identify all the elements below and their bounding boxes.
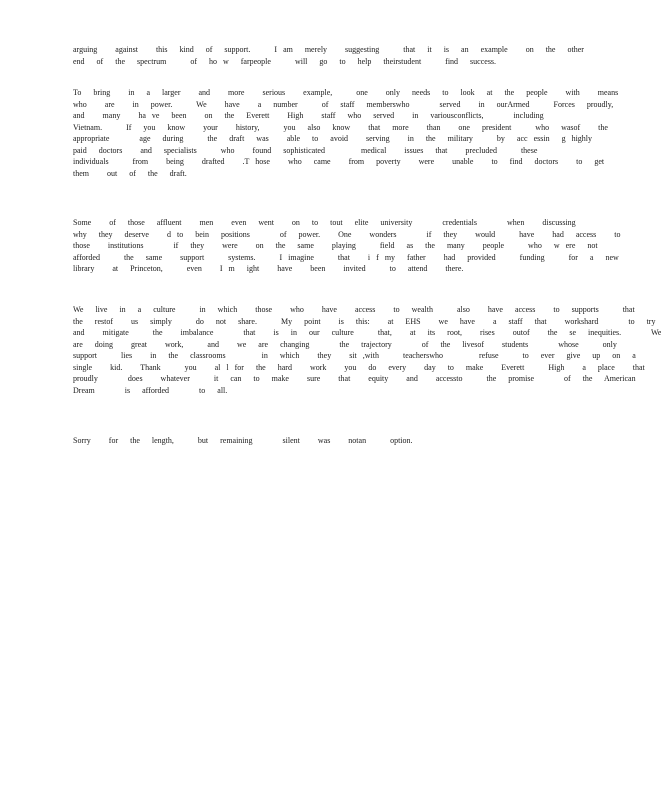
text-line: paid doctors and specialists who found sophisticated medical issues that precluded these [73,145,538,155]
text-line: Dream is afforded to all. [73,385,228,395]
text-line: appropriate age during the draft was able to avoid serving in the military by acc essin g highly [73,134,593,143]
text-line: support lies in the classrooms in which they sit ,with teacherswho refuse to ever give up on a [73,351,636,360]
text-line: are doing great work, and we are changing the trajectory of the livesof students whose only [73,339,617,349]
text-line: afforded the same support systems. I imagine that i f my father had provided funding for a new [73,252,619,262]
text-line: proudly does whatever it can to make sure that equity and accessto the promise of the American [73,374,636,383]
text-line: We live in a culture in which those who have access to wealth also have access to supports that [73,305,635,314]
text-line: To bring in a larger and more serious example, one only needs to look at the people with means [73,88,619,97]
text-line: the restof us simply do not share. My point is this: at EHS we have a staff that workshard to try [73,316,656,326]
text-line: single kid. Thank you al l for the hard work you do every day to make Everett High a place that [73,362,645,372]
text-line: library at Princeton, even I m ight have been invited to attend there. [73,264,464,273]
text-line: end of the spectrum of ho w farpeople will go to help theirstudent find success. [73,56,497,66]
text-line: arguing against this kind of support. I am merely suggesting that it is an example on the other [73,45,584,54]
paragraph-5 [73,435,540,447]
paragraph-1 [73,44,584,67]
text-line: Sorry for the length, but remaining silent was notan option. [73,436,413,445]
text-line: who are in power. We have a number of staff memberswho served in ourArmed Forces proudly, [73,99,614,109]
text-line: Vietnam. If you know your history, you also know that more than one president who wasof the [73,122,608,132]
text-line: and many ha ve been on the Everett High staff who served in variousconflicts, including [73,111,544,120]
paragraph-2 [73,87,619,179]
text-line: why they deserve d to bein positions of power. One wonders if they would have had access to [73,229,621,239]
paragraph-3 [73,217,621,275]
text-line: individuals from being drafted .T hose who came from poverty were unable to find doctors to get [73,157,605,166]
text-line: Some of those affluent men even went on to tout elite university credentials when discussing [73,218,576,227]
text-line: those institutions if they were on the same playing field as the many people who w ere not [73,241,598,250]
text-line: and mitigate the imbalance that is in our culture that, at its root, rises outof the se inequities. We [73,328,661,337]
text-line: them out of the draft. [73,168,187,178]
paragraph-4 [73,304,661,396]
